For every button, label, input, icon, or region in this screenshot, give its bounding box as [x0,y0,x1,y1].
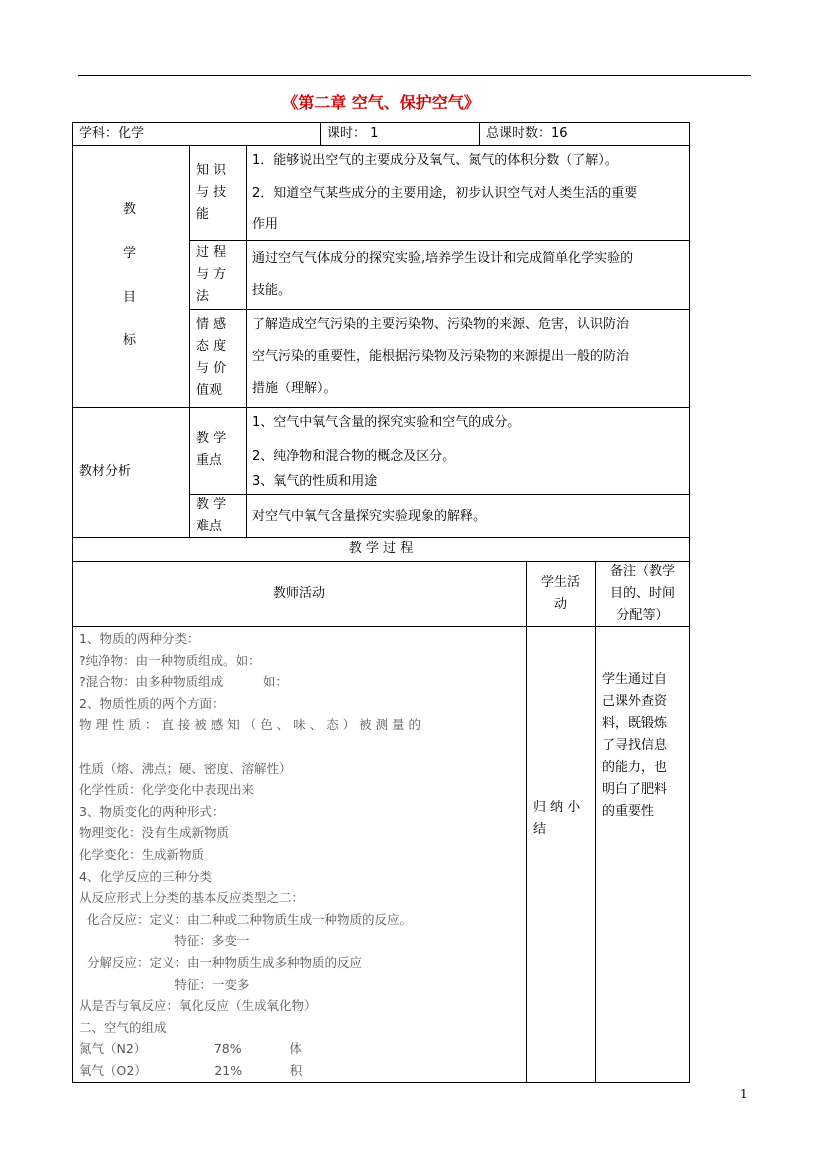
top-rule [78,75,751,76]
objectives-label-2: 学 [123,246,137,261]
divider [320,122,321,146]
teacher-activity-line: 氮气（N2） 78% 体 [79,1041,302,1057]
key-label: 重点 [196,453,223,468]
emotion-text: 了解造成空气污染的主要污染物、污染物的来源、危害，认识防治 [252,317,630,332]
notes-line: 己课外查资 [602,694,668,709]
process-text: 技能。 [252,283,292,298]
emotion-label: 值观 [196,383,223,398]
teacher-activity-line: 物 理 性 质 ： 直 接 被 感 知 （ 色 、 味 、 态 ） 被 测 量 的 [79,717,421,733]
key-label: 教 学 [196,431,227,446]
notes-header: 分配等） [616,608,669,623]
student-activity-text: 归 纳 小 [533,800,581,815]
subject-cell: 学科：化学 [79,126,145,141]
emotion-label: 态 度 [196,339,227,354]
emotion-label: 与 价 [196,361,227,376]
teacher-activity-line: 物理变化：没有生成新物质 [79,825,230,841]
teacher-activity-line: 分解反应：定义：由一种物质生成多种物质的反应 [79,955,362,970]
teacher-activity-line: 3、物质变化的两种形式： [79,803,225,819]
knowledge-label: 知 识 [196,163,227,178]
notes-line: 的重要性 [602,804,655,819]
student-activity-text-2: 结 [533,822,547,837]
knowledge-label: 与 技 [196,185,227,200]
notes-line: 料，既锻炼 [602,716,668,731]
divider [189,309,690,310]
notes-line: 了寻找信息 [602,738,668,753]
process-text: 通过空气气体成分的探究实验,培养学生设计和完成简单化学实验的 [252,251,634,266]
notes-line: 的能力，也 [602,760,668,775]
student-activity-header: 动 [553,597,567,612]
divider [246,407,247,538]
teacher-activity-line: 性质（熔、沸点；硬、密度、溶解性） [79,760,292,776]
teacher-activity-line: 2、物质性质的两个方面： [79,695,225,711]
process-label: 与 方 [196,267,227,282]
teacher-activity-line: ?纯净物：由一种物质组成。如： [79,652,261,668]
teacher-activity-line: 二、空气的组成 [79,1019,167,1035]
divider [189,494,690,495]
total-hours-cell: 总课时数：16 [486,126,568,141]
divider [189,240,690,241]
teacher-activity-line: 从反应形式上分类的基本反应类型之二： [79,890,305,906]
objectives-label-3: 目 [123,290,137,305]
knowledge-text: 2．知道空气某些成分的主要用途，初步认识空气对人类生活的重要 [252,186,638,201]
hours-cell: 课时： 1 [327,126,379,141]
teacher-activity-line: 特征：多变一 [79,933,250,949]
objectives-label-4: 标 [123,333,137,348]
process-label: 法 [196,289,210,304]
teacher-activity-line: 1、物质的两种分类： [79,631,200,646]
page-number: 1 [740,1087,748,1101]
process-title: 教 学 过 程 [348,541,414,556]
page-title: 《第二章 空气、保护空气》 [282,93,480,112]
divider [479,122,480,146]
knowledge-text: 1．能够说出空气的主要成分及氧气、氮气的体积分数（了解）。 [252,153,618,168]
teacher-activity-header: 教师活动 [272,586,325,601]
teacher-activity-line: 4、化学反应的三种分类 [79,868,212,884]
divider [246,145,247,408]
teacher-activity-line: 化学变化：生成新物质 [79,847,205,862]
header-row [72,122,690,146]
emotion-text: 措施（理解）。 [252,381,337,396]
knowledge-label: 能 [196,207,210,222]
key-item: 2、纯净物和混合物的概念及区分。 [252,449,456,464]
divider [189,145,190,408]
key-item: 3、氧气的性质和用途 [252,474,378,489]
student-activity-header: 学生活 [540,575,580,590]
divider [189,407,190,538]
objectives-label-1: 教 [123,202,137,217]
analysis-label: 教材分析 [79,464,132,479]
teacher-activity-line: 化合反应：定义：由二种或二种物质生成一种物质的反应。 [79,911,412,927]
notes-line: 明白了肥料 [602,782,668,797]
key-item: 1、空气中氧气含量的探究实验和空气的成分。 [252,415,521,430]
teacher-activity-line: 化学性质：化学变化中表现出来 [79,782,255,798]
difficult-text: 对空气中氧气含量探究实验现象的解释。 [252,509,487,524]
notes-line: 学生通过自 [602,672,668,687]
knowledge-text: 作用 [252,217,279,232]
emotion-label: 情 感 [196,317,227,332]
teacher-activity-line: 从是否与氧反应：氧化反应（生成氧化物） [79,998,317,1014]
process-label: 过 程 [196,245,227,260]
notes-header: 目的、时间 [609,586,675,601]
teacher-activity-line: 氧气（O2） 21% 积 [79,1063,303,1078]
difficult-label: 教 学 [196,497,227,512]
difficult-label: 难点 [196,519,223,534]
emotion-text: 空气污染的重要性，能根据污染物及污染物的来源提出一般的防治 [252,349,630,364]
teacher-activity-line: ?混合物：由多种物质组成 如： [79,674,288,690]
teacher-activity-line: 特征：一变多 [79,976,250,992]
notes-header: 备注（教学 [609,564,675,579]
